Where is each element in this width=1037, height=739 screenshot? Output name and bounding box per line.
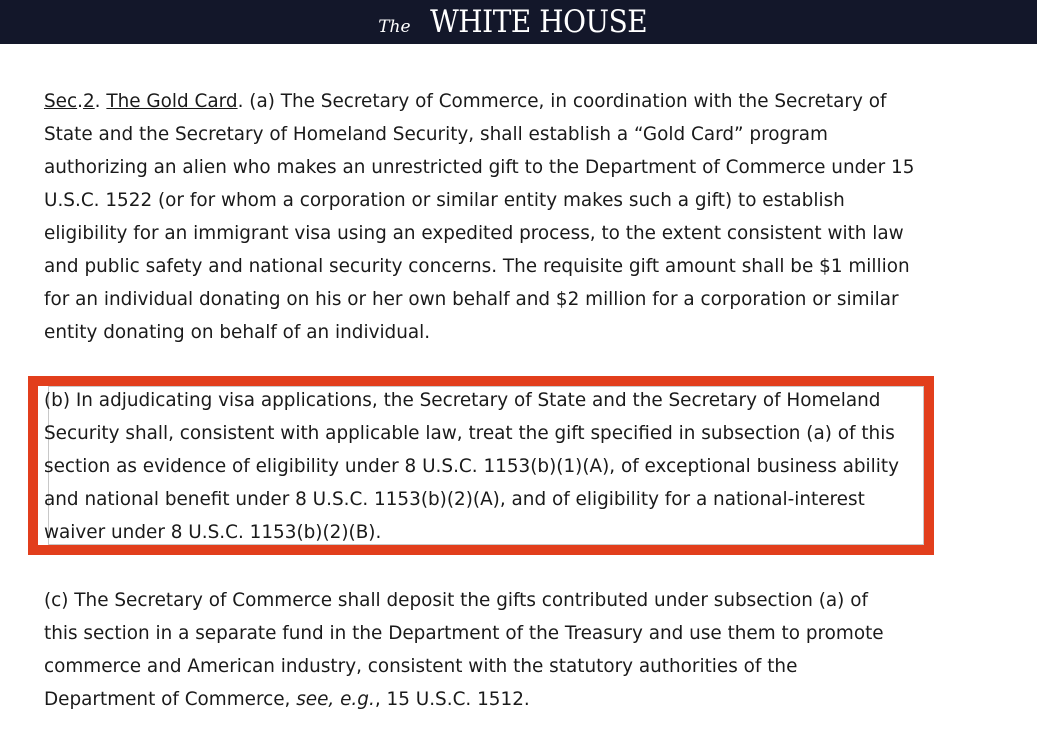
- paragraph-last-line: [44, 683, 884, 716]
- subsection-b-paragraph: [44, 384, 922, 549]
- sec-label-link[interactable]: Sec: [44, 91, 78, 112]
- last-line-suffix: , 15 U.S.C. 1512.: [374, 689, 530, 710]
- paragraph-line: this section in a separate fund in the Department of the Treasury and use them to promote: [44, 623, 884, 644]
- paragraph-line: eligibility for an immigrant visa using an expedited process, to the extent consistent with law: [44, 223, 904, 244]
- paragraph-line: commerce and American industry, consistent with the statutory authorities of the: [44, 656, 798, 677]
- sec-dot-2: .: [94, 91, 107, 112]
- white-house-logo[interactable]: [378, 4, 659, 40]
- logo-prefix: The: [378, 17, 411, 37]
- paragraph-line: waiver under 8 U.S.C. 1153(b)(2)(B).: [44, 522, 382, 543]
- section-2-first-line: [44, 85, 914, 118]
- last-line-prefix: Department of Commerce,: [44, 689, 297, 710]
- section-2-paragraph: [44, 85, 914, 349]
- site-header: [0, 0, 1037, 44]
- paragraph-line: Security shall, consistent with applicable law, treat the gift specified in subsection (a) of this: [44, 423, 895, 444]
- paragraph-line: and national benefit under 8 U.S.C. 1153(b)(2)(A), and of eligibility for a national-interest: [44, 489, 865, 510]
- logo-wordmark: WHITE HOUSE: [429, 4, 647, 40]
- paragraph-line: U.S.C. 1522 (or for whom a corporation or similar entity makes such a gift) to establish: [44, 190, 845, 211]
- paragraph-line: for an individual donating on his or her own behalf and $2 million for a corporation or similar: [44, 289, 899, 310]
- see-eg-citation: see, e.g.: [296, 689, 375, 710]
- sec-dot: .: [77, 91, 83, 112]
- paragraph-line: (b) In adjudicating visa applications, the Secretary of State and the Secretary of Homeland: [44, 390, 881, 411]
- paragraph-line: State and the Secretary of Homeland Security, shall establish a “Gold Card” program: [44, 124, 828, 145]
- paragraph-line: entity donating on behalf of an individual.: [44, 322, 431, 343]
- paragraph-line: and public safety and national security concerns. The requisite gift amount shall be $1 million: [44, 256, 910, 277]
- paragraph-line: authorizing an alien who makes an unrestricted gift to the Department of Commerce under 15: [44, 157, 915, 178]
- section-2-after-title: . (a) The Secretary of Commerce, in coordination with the Secretary of: [237, 91, 887, 112]
- paragraph-line: section as evidence of eligibility under 8 U.S.C. 1153(b)(1)(A), of exceptional business ability: [44, 456, 899, 477]
- sec-number-link[interactable]: 2: [82, 91, 95, 112]
- gold-card-title-link[interactable]: The Gold Card: [106, 91, 238, 112]
- subsection-c-paragraph: [44, 584, 884, 716]
- paragraph-line: (c) The Secretary of Commerce shall deposit the gifts contributed under subsection (a) of: [44, 590, 868, 611]
